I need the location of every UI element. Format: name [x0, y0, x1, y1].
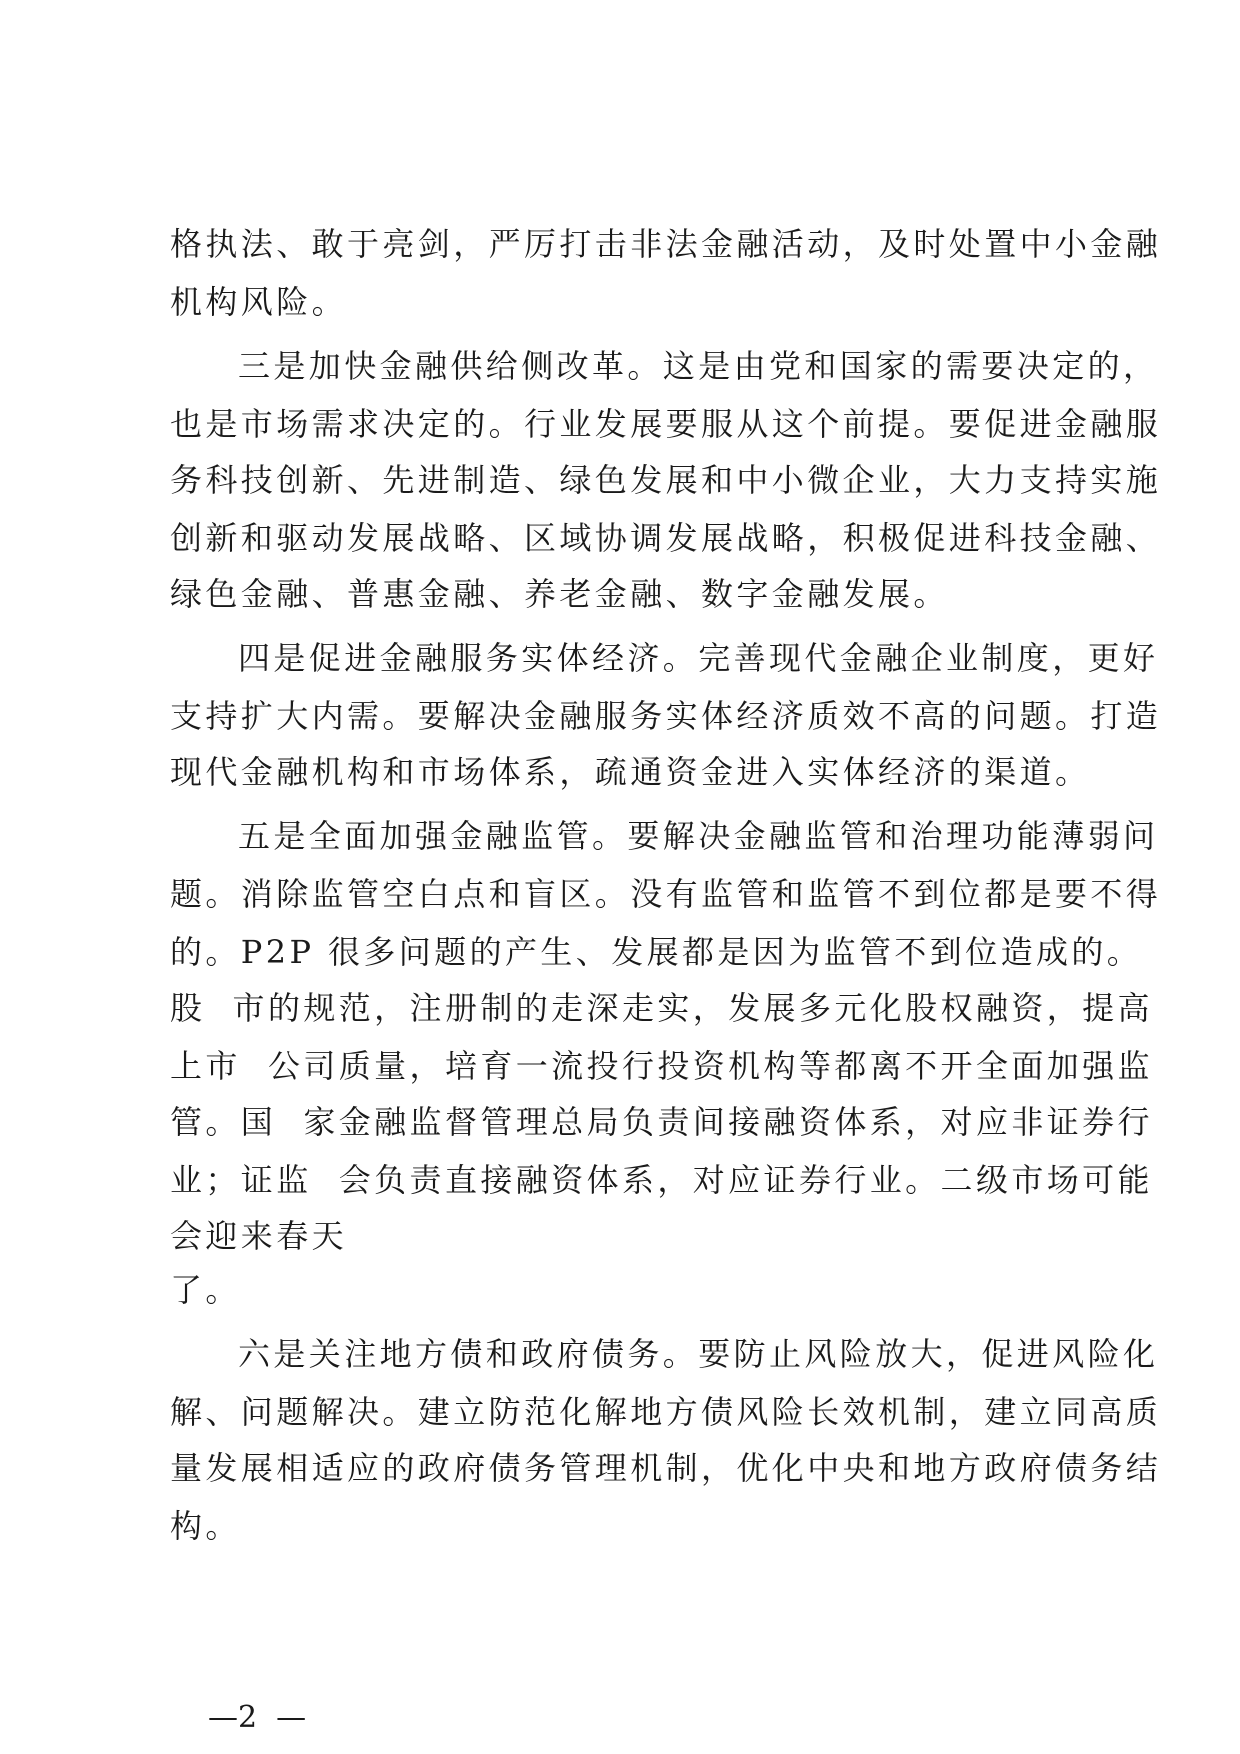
- text-line: 现代金融机构和市场体系，疏通资金进入实体经济的渠道。: [170, 753, 1091, 791]
- text-line: 务科技创新、先进制造、绿色发展和中小微企业，大力支持实施: [170, 461, 1162, 499]
- text-line: 创新和驱动发展战略、区域协调发展战略，积极促进科技金融、: [170, 519, 1162, 557]
- text-line: 题。消除监管空白点和盲区。没有监管和监管不到位都是要不得: [170, 875, 1162, 913]
- text-line: 也是市场需求决定的。行业发展要服从这个前提。要促进金融服: [170, 405, 1162, 443]
- text-line: 绿色金融、普惠金融、养老金融、数字金融发展。: [170, 575, 949, 613]
- text-line: 了。: [170, 1271, 241, 1309]
- paragraph-6-first-line: 六是关注地方债和政府债务。要防止风险放大，促进风险化: [238, 1335, 1159, 1373]
- paragraph-3-first-line: 三是加快金融供给侧改革。这是由党和国家的需要决定的，: [238, 347, 1159, 385]
- text-line: 上市 公司质量，培育一流投行投资机构等都离不开全面加强监: [170, 1047, 1153, 1085]
- text-line: 支持扩大内需。要解决金融服务实体经济质效不高的问题。打造: [170, 697, 1162, 735]
- text-line: 量发展相适应的政府债务管理机制，优化中央和地方政府债务结: [170, 1449, 1162, 1487]
- page-number: —2 —: [208, 1700, 307, 1735]
- text-line: 业；证监 会负责直接融资体系，对应证券行业。二级市场可能: [170, 1161, 1153, 1199]
- paragraph-4-first-line: 四是促进金融服务实体经济。完善现代金融企业制度，更好: [238, 639, 1159, 677]
- text-line: 股 市的规范，注册制的走深走实，发展多元化股权融资，提高: [170, 989, 1153, 1027]
- paragraph-5-first-line: 五是全面加强金融监管。要解决金融监管和治理功能薄弱问: [238, 817, 1159, 855]
- text-line: 机构风险。: [170, 283, 348, 321]
- text-line: 构。: [170, 1507, 241, 1545]
- text-line: 格执法、敢于亮剑，严厉打击非法金融活动，及时处置中小金融: [170, 225, 1162, 263]
- text-line: 会迎来春天: [170, 1217, 348, 1255]
- text-line: 解、问题解决。建立防范化解地方债风险长效机制，建立同高质: [170, 1393, 1162, 1431]
- text-line: 管。国 家金融监督管理总局负责间接融资体系，对应非证券行: [170, 1103, 1153, 1141]
- text-line: 的。P2P 很多问题的产生、发展都是因为监管不到位造成的。: [170, 933, 1143, 971]
